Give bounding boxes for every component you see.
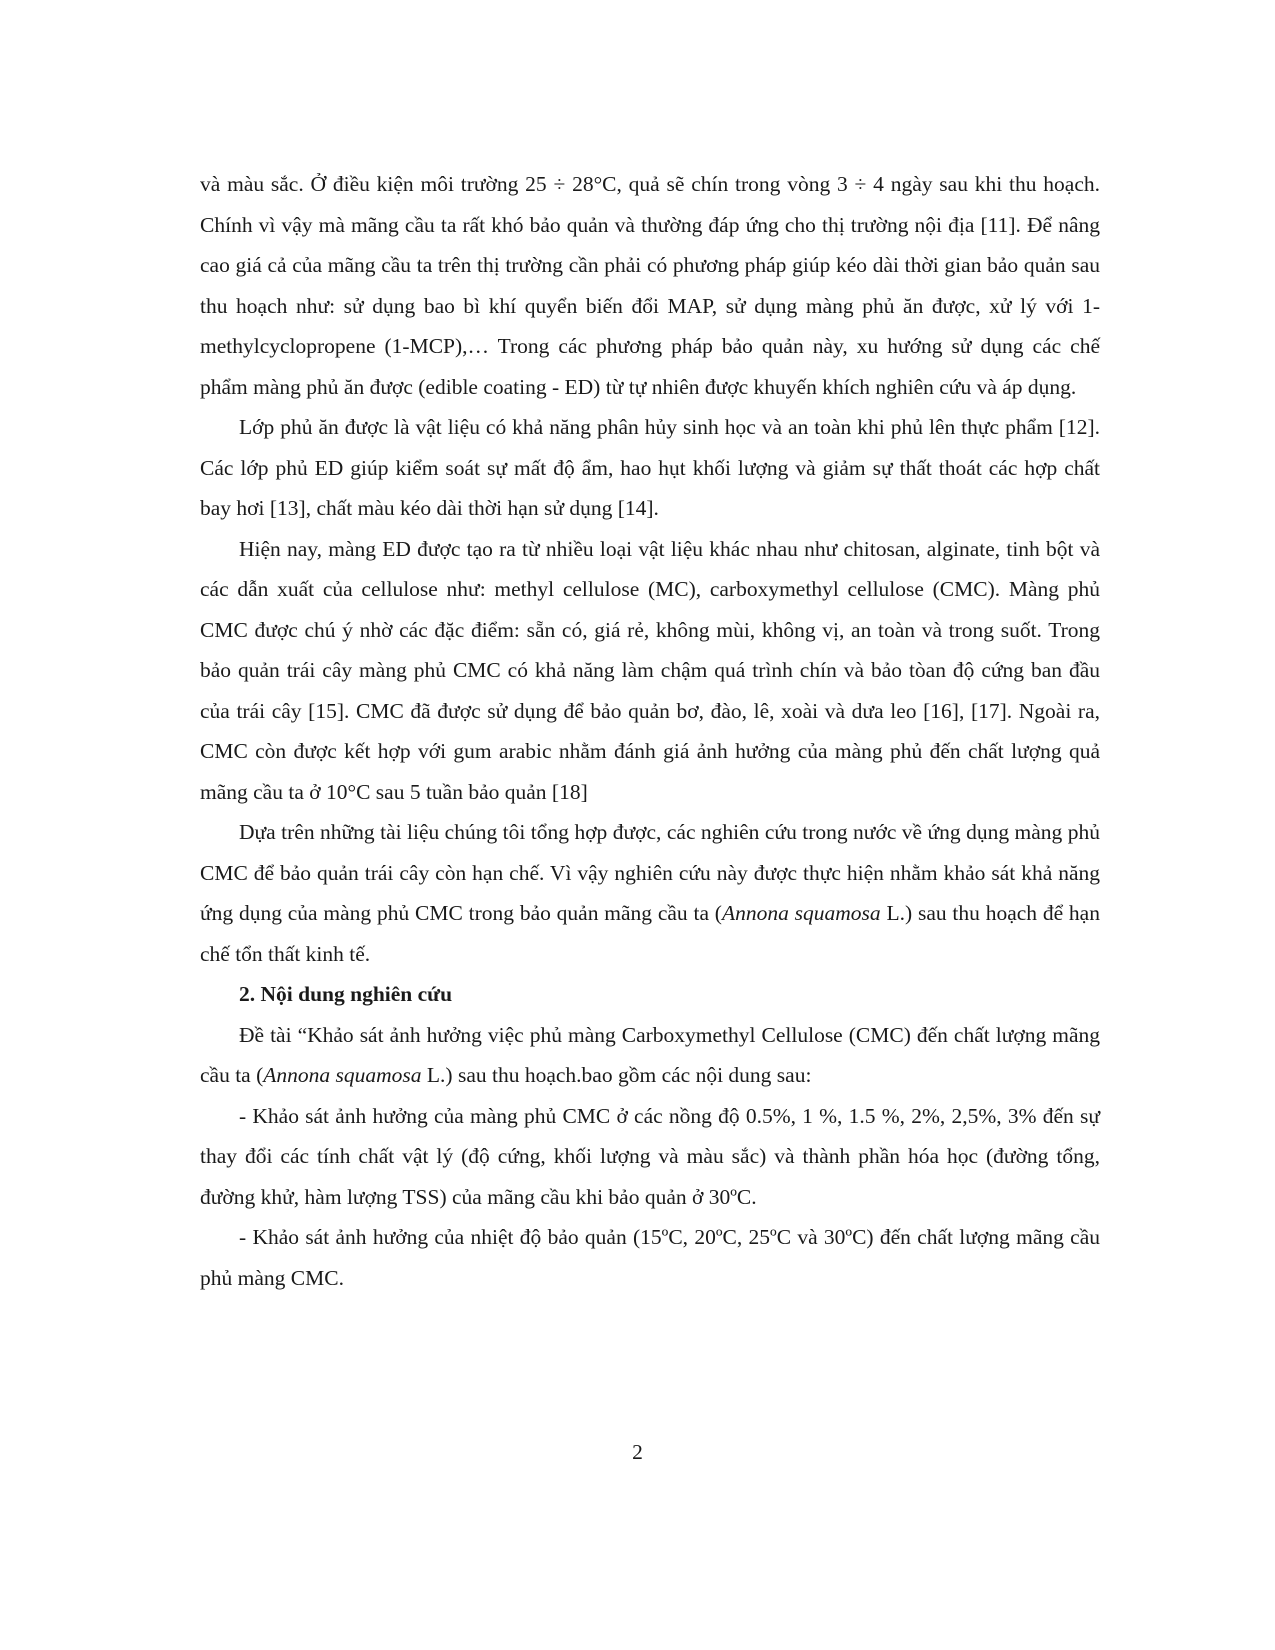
section-heading: 2. Nội dung nghiên cứu — [239, 982, 453, 1006]
page-number: 2 — [632, 1440, 643, 1464]
text-run: L.) sau thu hoạch.bao gồm các nội dung sau: — [421, 1063, 812, 1087]
species-name-italic: Annona squamosa — [721, 901, 881, 925]
bullet-temperature: - Khảo sát ảnh hưởng của nhiệt độ bảo quản (15ºC, 20ºC, 25ºC và 30ºC) đến chất lượng mãng cầu phủ màng CMC. — [200, 1225, 1100, 1290]
text-run: L.) sau thu hoạch để hạn chế tổn thất kinh tế. — [200, 901, 1100, 966]
paragraph-edible-coating: Lớp phủ ăn được là vật liệu có khả năng phân hủy sinh học và an toàn khi phủ lên thực phẩm [12]. Các lớp phủ ED giúp kiểm soát sự mất độ ẩm, hao hụt khối lượng và giảm sự thất thoát các hợp chất bay hơi [13], chất màu kéo dài thời hạn sử dụng [14]. — [200, 415, 1100, 520]
paragraph-research-basis — [200, 812, 1100, 974]
paragraph-cmc-materials: Hiện nay, màng ED được tạo ra từ nhiều loại vật liệu khác nhau như chitosan, alginate, tinh bột và các dẫn xuất của cellulose như: methyl cellulose (MC), carboxymethyl cellulose (CMC). Màng phủ CMC được chú ý nhờ các đặc điểm: sẵn có, giá rẻ, không mùi, không vị, an toàn và trong suốt. Trong bảo quản trái cây màng phủ CMC có khả năng làm chậm quá trình chín và bảo tòan độ cứng ban đầu của trái cây [15]. CMC đã được sử dụng để bảo quản bơ, đào, lê, xoài và dưa leo [16], [17]. Ngoài ra, CMC còn được kết hợp với gum arabic nhằm đánh giá ảnh hưởng của màng phủ đến chất lượng quả mãng cầu ta ở 10°C sau 5 tuần bảo quản [18] — [200, 536, 1100, 804]
paragraph-intro-continued: và màu sắc. Ở điều kiện môi trường 25 ÷ 28°C, quả sẽ chín trong vòng 3 ÷ 4 ngày sau khi thu hoạch. Chính vì vậy mà mãng cầu ta rất khó bảo quản và thường đáp ứng cho thị trường nội địa [11]. Để nâng cao giá cả của mãng cầu ta trên thị trường cần phải có phương pháp giúp kéo dài thời gian bảo quản sau thu hoạch như: sử dụng bao bì khí quyển biến đổi MAP, sử dụng màng phủ ăn được, xử lý với 1-methylcyclopropene (1-MCP),… Trong các phương pháp bảo quản này, xu hướng sử dụng các chế phẩm màng phủ ăn được (edible coating - ED) từ tự nhiên được khuyến khích nghiên cứu và áp dụng. — [200, 172, 1100, 399]
text-run: Đề tài “Khảo sát ảnh hưởng việc phủ màng Carboxymethyl Cellulose (CMC) đến chất lượng mãng cầu ta ( — [200, 1022, 1100, 1087]
species-name-italic: Annona squamosa — [263, 1063, 422, 1087]
text-run: Dựa trên những tài liệu chúng tôi tổng hợp được, các nghiên cứu trong nước về ứng dụng màng phủ CMC để bảo quản trái cây còn hạn chế. Vì vậy nghiên cứu này được thực hiện nhằm khảo sát khả năng ứng dụng của màng phủ CMC trong bảo quản mãng cầu ta ( — [200, 820, 1100, 925]
paragraph-topic — [200, 1015, 1100, 1096]
document-body — [200, 164, 1100, 1298]
bullet-concentration: - Khảo sát ảnh hưởng của màng phủ CMC ở các nồng độ 0.5%, 1 %, 1.5 %, 2%, 2,5%, 3% đến sự thay đổi các tính chất vật lý (độ cứng, khối lượng và màu sắc) và thành phần hóa học (đường tổng, đường khử, hàm lượng TSS) của mãng cầu khi bảo quản ở 30ºC. — [200, 1103, 1100, 1209]
